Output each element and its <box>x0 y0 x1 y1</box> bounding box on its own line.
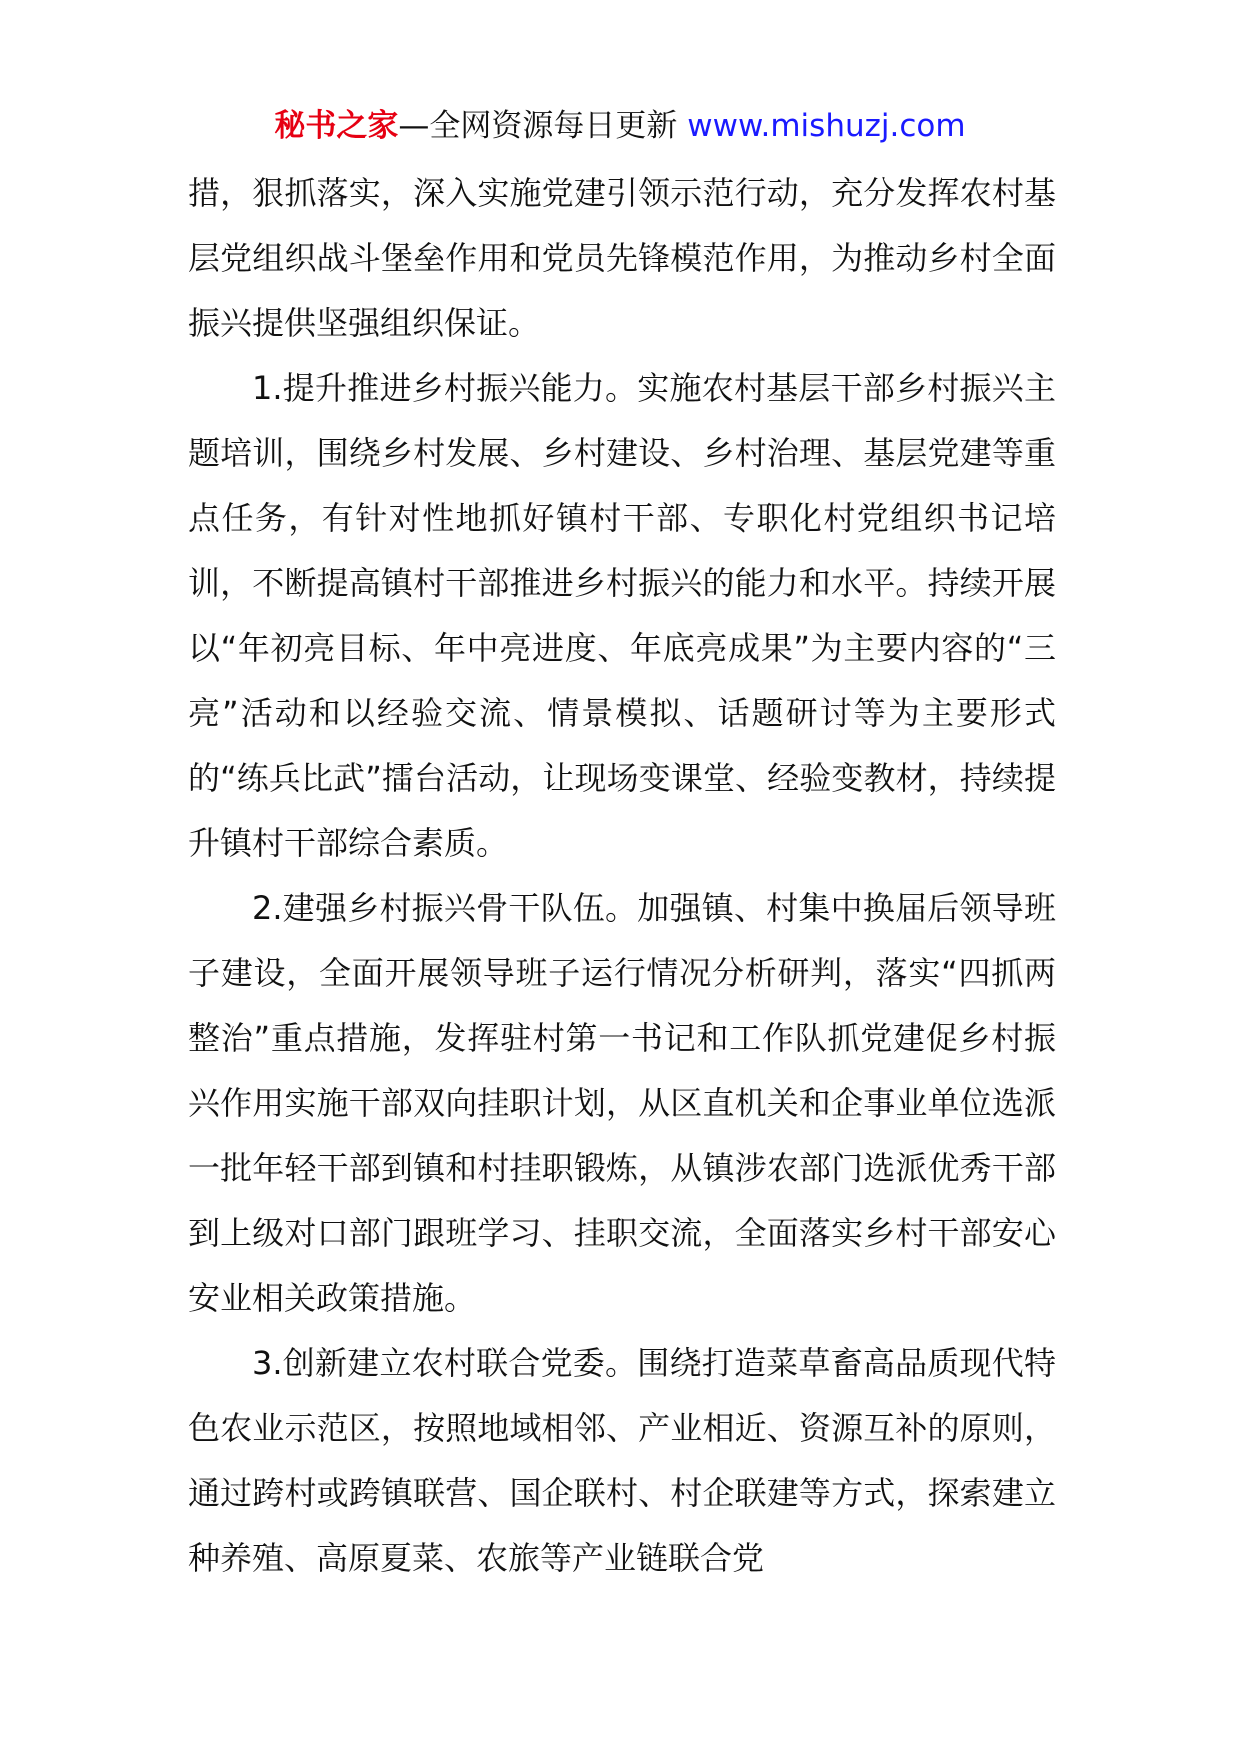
site-url-link[interactable]: www.mishuzj.com <box>687 108 966 144</box>
paragraph-continuation: 措，狠抓落实，深入实施党建引领示范行动，充分发挥农村基层党组织战斗堡垒作用和党员先锋模范作用，为推动乡村全面振兴提供坚强组织保证。 <box>188 174 1056 342</box>
header-tagline: —全网资源每日更新 <box>398 108 678 144</box>
paragraph-item-2: 2.建强乡村振兴骨干队伍。加强镇、村集中换届后领导班子建设，全面开展领导班子运行情况分析研判，落实“四抓两整治”重点措施，发挥驻村第一书记和工作队抓党建促乡村振兴作用实施干部双向挂职计划，从区直机关和企事业单位选派一批年轻干部到镇和村挂职锻炼，从镇涉农部门选派优秀干部到上级对口部门跟班学习、挂职交流，全面落实乡村干部安心安业相关政策措施。 <box>188 889 1056 1317</box>
document-body <box>188 161 1056 1591</box>
paragraph-item-3: 3.创新建立农村联合党委。围绕打造菜草畜高品质现代特色农业示范区，按照地域相邻、产业相近、资源互补的原则，通过跨村或跨镇联营、国企联村、村企联建等方式，探索建立种养殖、高原夏菜、农旅等产业链联合党 <box>188 1344 1056 1577</box>
page-header <box>0 104 1240 148</box>
brand-name: 秘书之家 <box>274 108 399 144</box>
paragraph-item-1: 1.提升推进乡村振兴能力。实施农村基层干部乡村振兴主题培训，围绕乡村发展、乡村建设、乡村治理、基层党建等重点任务，有针对性地抓好镇村干部、专职化村党组织书记培训，不断提高镇村干部推进乡村振兴的能力和水平。持续开展以“年初亮目标、年中亮进度、年底亮成果”为主要内容的“三亮”活动和以经验交流、情景模拟、话题研讨等为主要形式的“练兵比武”擂台活动，让现场变课堂、经验变教材，持续提升镇村干部综合素质。 <box>188 369 1056 862</box>
